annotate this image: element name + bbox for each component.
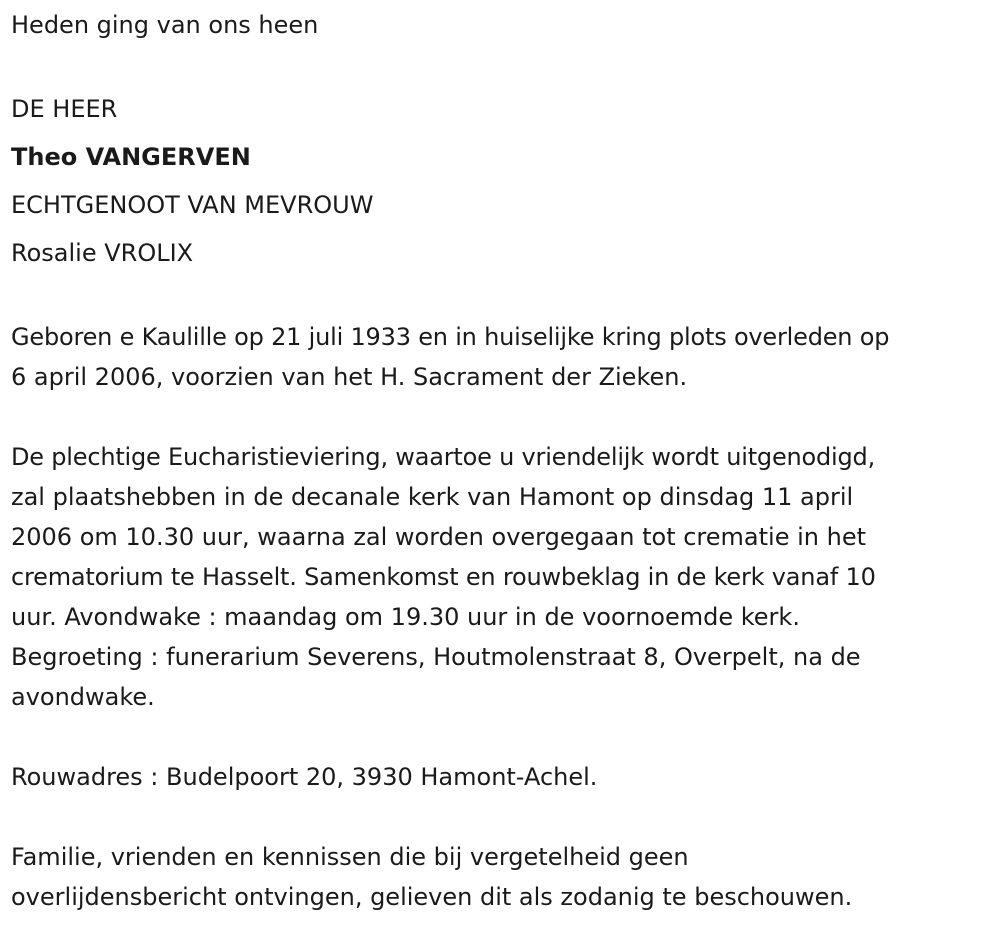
spacer <box>11 277 1000 317</box>
spacer <box>11 797 1000 837</box>
paragraph-line: 6 april 2006, voorzien van het H. Sacrament der Zieken. <box>11 363 688 391</box>
spouse-label: ECHTGENOOT VAN MEVROUW <box>11 191 374 219</box>
paragraph-line: 2006 om 10.30 uur, waarna zal worden overgegaan tot crematie in het <box>11 523 866 551</box>
paragraph-line: overlijdensbericht ontvingen, gelieven dit als zodanig te beschouwen. <box>11 883 853 911</box>
paragraph-line: uur. Avondwake : maandag om 19.30 uur in de voornoemde kerk. <box>11 603 800 631</box>
paragraph-line: crematorium te Hasselt. Samenkomst en rouwbeklag in de kerk vanaf 10 <box>11 563 876 591</box>
spouse-name: Rosalie VROLIX <box>11 239 194 267</box>
paragraph-line: avondwake. <box>11 683 155 711</box>
paragraph-line: Familie, vrienden en kennissen die bij vergetelheid geen <box>11 843 689 871</box>
intro-text: Heden ging van ons heen <box>11 11 319 39</box>
paragraph-line: Begroeting : funerarium Severens, Houtmolenstraat 8, Overpelt, na de <box>11 643 861 671</box>
paragraph-line: Geboren e Kaulille op 21 juli 1933 en in huiselijke kring plots overleden op <box>11 323 890 351</box>
paragraph-line: De plechtige Eucharistieviering, waartoe u vriendelijk wordt uitgenodigd, <box>11 443 876 471</box>
ceremony-paragraph <box>11 437 1000 717</box>
closing-paragraph <box>11 837 1000 917</box>
birth-death-paragraph <box>11 317 1000 397</box>
title-prefix: DE HEER <box>11 95 118 123</box>
spacer <box>11 397 1000 437</box>
spacer <box>11 45 1000 85</box>
spacer <box>11 717 1000 757</box>
mourning-address: Rouwadres : Budelpoort 20, 3930 Hamont-Achel. <box>11 763 598 791</box>
paragraph-line: zal plaatshebben in de decanale kerk van Hamont op dinsdag 11 april <box>11 483 854 511</box>
deceased-name: Theo VANGERVEN <box>11 143 251 171</box>
